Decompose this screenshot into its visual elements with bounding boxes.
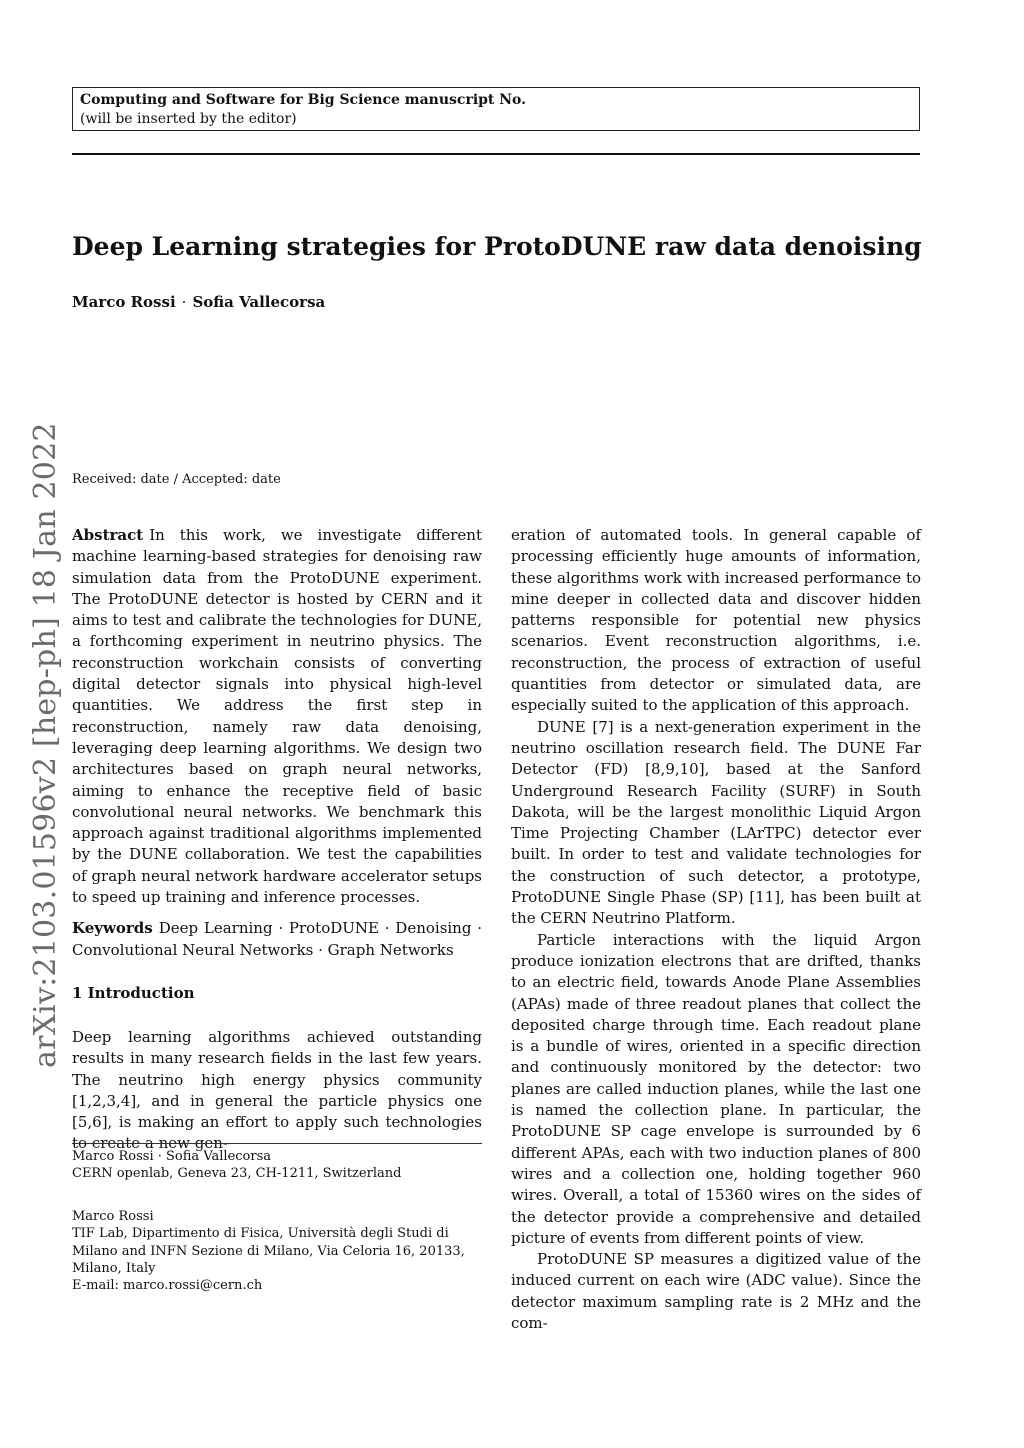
paragraph: Particle interactions with the liquid Argon produce ionization electrons that are drifted, thanks to an electric field, towards Anode Plane Assemblies (APAs) made of three readout planes that collect the deposited charge through time. Each readout plane is a bundle of wires, oriented in a specific direction and continuously monitored by the detector: two planes are called induction planes, while the last one is named the collection plane. In particular, the ProtoDUNE SP cage envelope is surrounded by 6 different APAs, each with two induction planes of 800 wires and a collection one, holding together 960 wires. Overall, a total of 15360 wires on the sides of the detector provide a comprehensive and detailed picture of events from different points of view. — [511, 930, 921, 1247]
intro-text: Deep learning algorithms achieved outstanding results in many research fields in the last few years. The neutrino high energy physics community [1,2,3,4], and in general the particle physics one [5,6], is making an effort to apply such technologies to create a new gen- — [72, 1028, 482, 1153]
author-list — [72, 293, 325, 311]
abstract-label: Abstract — [72, 526, 144, 544]
editor-note: (will be inserted by the editor) — [80, 111, 297, 127]
intro-paragraph — [72, 1027, 482, 1155]
affiliation-1 — [72, 1148, 484, 1183]
received-date: Received: date / Accepted: date — [72, 472, 281, 487]
affiliation-2 — [72, 1208, 484, 1294]
affiliation-address: CERN openlab, Geneva 23, CH-1211, Switzerland — [72, 1166, 402, 1182]
author-email: E-mail: marco.rossi@cern.ch — [72, 1278, 263, 1294]
paragraph: eration of automated tools. In general capable of processing efficiently huge amounts of information, these algorithms work with increased performance to mine deeper in collected data and discover hidden patterns responsible for potential new physics scenarios. Event reconstruction algorithms, i.e. reconstruction, the process of extraction of useful quantities from detector or simulated data, are especially suited to the application of this approach. — [511, 526, 921, 715]
author-name: Marco Rossi — [72, 293, 176, 311]
journal-name: Computing and Software for Big Science manuscript No. — [80, 92, 527, 108]
arxiv-stamp: arXiv:2103.01596v2 [hep-ph] 18 Jan 2022 — [28, 422, 63, 1068]
keywords — [72, 918, 482, 961]
paragraph: ProtoDUNE SP measures a digitized value of the induced current on each wire (ADC value). Since the detector maximum sampling rate is 2 MHz and the com- — [511, 1250, 921, 1332]
keywords-text: Deep Learning · ProtoDUNE · Denoising · Convolutional Neural Networks · Graph Networks — [72, 919, 482, 959]
paper-title: Deep Learning strategies for ProtoDUNE raw data denoising — [72, 232, 922, 261]
abstract-block — [72, 525, 482, 961]
section-heading: 1 Introduction — [72, 984, 195, 1002]
author-separator: · — [181, 293, 187, 311]
paragraph: DUNE [7] is a next-generation experiment in the neutrino oscillation research field. The DUNE Far Detector (FD) [8,9,10], based at the Sanford Underground Research Facility (SURF) in South Dakota, will be the largest monolithic Liquid Argon Time Projecting Chamber (LArTPC) detector ever built. In order to test and validate technologies for the construction of such detector, a prototype, ProtoDUNE Single Phase (SP) [11], has been built at the CERN Neutrino Platform. — [511, 717, 921, 928]
affiliation-names: Marco Rossi · Sofia Vallecorsa — [72, 1149, 272, 1164]
affiliation-name: Marco Rossi — [72, 1209, 154, 1224]
author-name: Sofia Vallecorsa — [192, 293, 326, 311]
header-rule — [72, 153, 920, 155]
right-column — [511, 525, 921, 1334]
abstract-text: In this work, we investigate different machine learning-based strategies for denoising raw simulation data from the ProtoDUNE experiment. The ProtoDUNE detector is hosted by CERN and it aims to test and calibrate the technologies for DUNE, a forthcoming experiment in neutrino physics. The reconstruction workchain consists of converting digital detector signals into physical high-level quantities. We address the first step in reconstruction, namely raw data denoising, leveraging deep learning algorithms. We design two architectures based on graph neural networks, aiming to enhance the receptive field of basic convolutional neural networks. We benchmark this approach against traditional algorithms implemented by the DUNE collaboration. We test the capabilities of graph neural network hardware accelerator setups to speed up training and inference processes. — [72, 526, 482, 907]
affiliation-address: TIF Lab, Dipartimento di Fisica, Università degli Studi di Milano and INFN Sezione di Milano, Via Celoria 16, 20133, Milano, Italy — [72, 1226, 465, 1276]
abstract — [72, 525, 482, 908]
journal-header-box — [72, 87, 920, 131]
footnote-rule — [72, 1143, 482, 1144]
keywords-label: Keywords — [72, 919, 153, 938]
